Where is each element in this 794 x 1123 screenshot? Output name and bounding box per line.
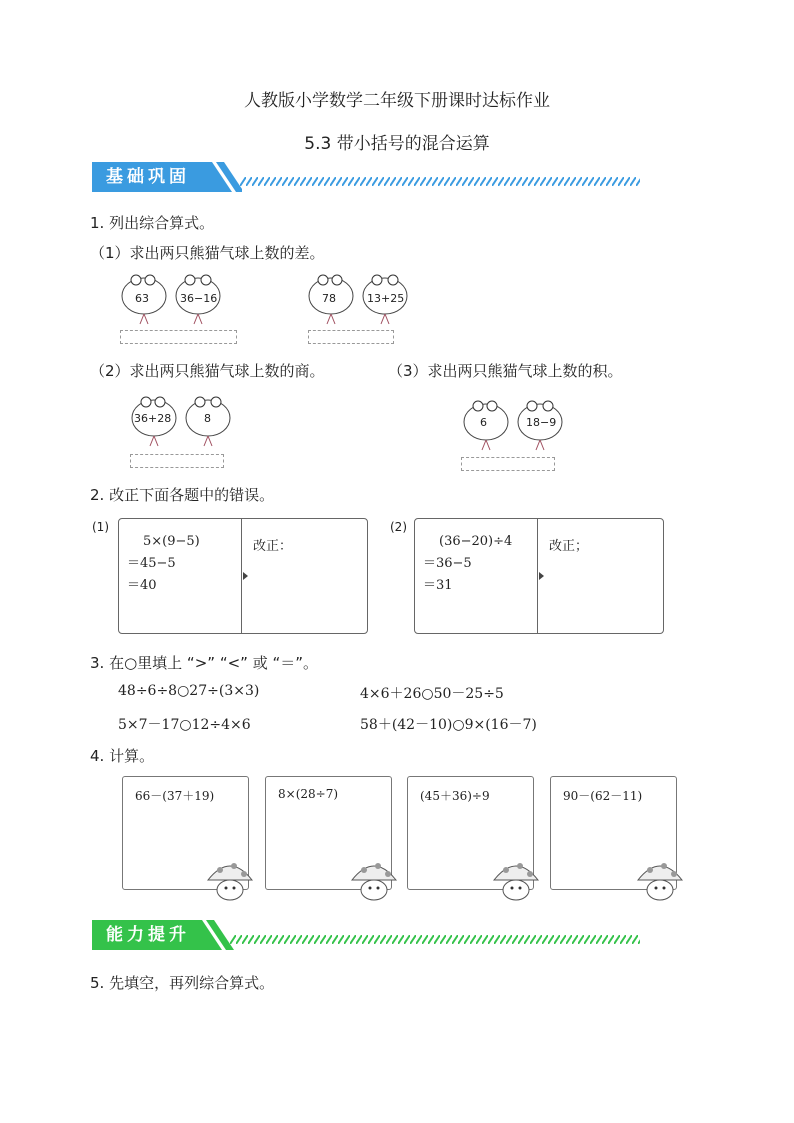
work-line: (36−20)÷4 — [439, 534, 513, 549]
calc-expression: 90－(62－11) — [563, 789, 643, 803]
calc-expression: 8×(28÷7) — [278, 787, 339, 801]
answer-box[interactable] — [461, 457, 555, 471]
mushroom-icon — [348, 856, 400, 902]
correction-box-1 — [118, 518, 368, 634]
page-subtitle: 5.3 带小括号的混合运算 — [304, 134, 490, 154]
mushroom-icon — [490, 856, 542, 902]
work-line: ＝36−5 — [423, 556, 472, 571]
balloon-number: 18−9 — [526, 416, 557, 429]
section-banner-basic — [92, 162, 640, 192]
banner-stripes-icon — [230, 935, 640, 944]
calc-expression: 66－(37＋19) — [135, 789, 215, 803]
answer-box[interactable] — [308, 330, 394, 344]
compare-item[interactable]: 5×7－17○12÷4×6 — [118, 717, 251, 733]
q1-part1: （1）求出两只熊猫气球上数的差。 — [90, 244, 325, 262]
balloon-number: 36+28 — [134, 412, 172, 425]
panda-balloon-pair — [305, 270, 413, 326]
panda-balloon-pair — [460, 396, 568, 452]
q2-title: 2. 改正下面各题中的错误。 — [90, 486, 275, 504]
balloon-number: 36−16 — [180, 292, 218, 305]
balloon-number: 13+25 — [367, 292, 405, 305]
balloon-number: 6 — [480, 416, 487, 429]
box-divider — [241, 519, 242, 633]
wrong-work-1 — [127, 531, 200, 597]
work-line: ＝45−5 — [127, 556, 176, 571]
answer-box[interactable] — [120, 330, 237, 344]
answer-box[interactable] — [130, 454, 224, 468]
balloon-number: 8 — [204, 412, 211, 425]
fix-label: 改正： — [253, 539, 293, 554]
q1-title: 1. 列出综合算式。 — [90, 214, 215, 232]
fix-label: 改正； — [549, 539, 589, 554]
q2-label-2: (2) — [390, 520, 407, 534]
calc-expression: (45＋36)÷9 — [420, 789, 490, 803]
section-title-basic: 基础巩固 — [106, 167, 190, 187]
compare-item[interactable]: 48÷6÷8○27÷(3×3) — [118, 683, 260, 699]
compare-item[interactable]: 58＋(42－10)○9×(16－7) — [360, 717, 537, 733]
q4-title: 4. 计算。 — [90, 747, 155, 765]
compare-item[interactable]: 4×6＋26○50－25÷5 — [360, 686, 504, 702]
q1-part3: （3）求出两只熊猫气球上数的积。 — [388, 362, 623, 380]
page-title: 人教版小学数学二年级下册课时达标作业 — [244, 91, 550, 111]
panda-balloon-pair — [118, 270, 226, 326]
work-line: ＝40 — [127, 578, 157, 593]
section-title-advanced: 能力提升 — [106, 925, 190, 945]
balloon-number: 63 — [135, 292, 149, 305]
q1-part2: （2）求出两只熊猫气球上数的商。 — [90, 362, 325, 380]
panda-balloon-pair — [128, 392, 236, 448]
arrow-right-icon — [539, 572, 544, 580]
arrow-right-icon — [243, 572, 248, 580]
box-divider — [537, 519, 538, 633]
wrong-work-2 — [423, 531, 512, 597]
q2-label-1: (1) — [92, 520, 109, 534]
q3-title: 3. 在○里填上 “>” “<” 或 “＝”。 — [90, 654, 319, 672]
mushroom-icon — [634, 856, 686, 902]
work-line: ＝31 — [423, 578, 453, 593]
work-line: 5×(9−5) — [143, 534, 200, 549]
banner-stripes-icon — [240, 177, 640, 186]
section-banner-advanced — [92, 920, 640, 950]
q5-title: 5. 先填空，再列综合算式。 — [90, 974, 275, 992]
mushroom-icon — [204, 856, 256, 902]
correction-box-2 — [414, 518, 664, 634]
balloon-number: 78 — [322, 292, 336, 305]
